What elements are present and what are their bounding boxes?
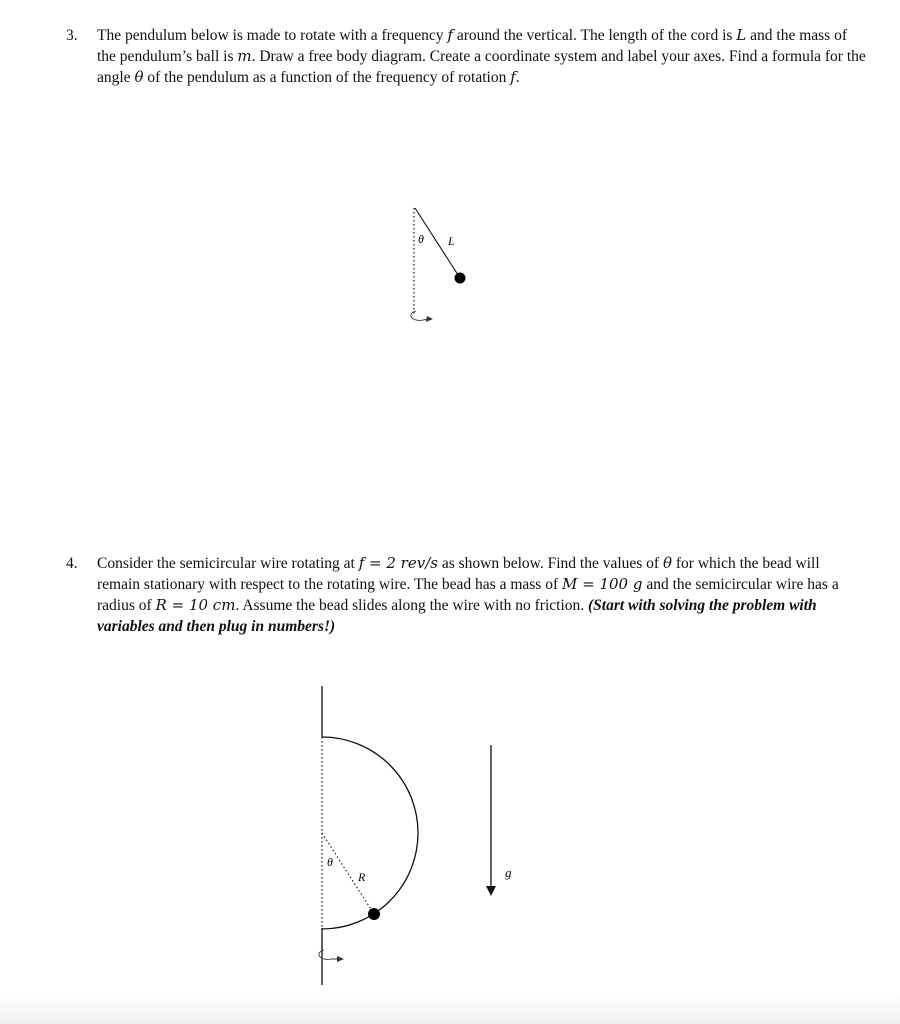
problem-3-number: 3. xyxy=(66,27,78,44)
p4-text-5: . Assume the bead slides along the wire with no friction. xyxy=(235,597,588,614)
p4-text-4: and the semicircular wire has a radius of xyxy=(97,576,839,614)
p4-eq-M: M = 100 g xyxy=(562,575,643,593)
problem-4-number: 4. xyxy=(66,555,78,572)
p3-var-f2: f xyxy=(510,68,516,86)
p3-var-L: L xyxy=(736,26,747,44)
p4-eq-R: R = 10 cm xyxy=(155,596,236,614)
p4-text-1: Consider the semicircular wire rotating at xyxy=(97,555,359,572)
p3-var-m: m xyxy=(237,47,252,65)
p3-text-3: and the mass of the pendulum’s ball is xyxy=(97,27,847,65)
p3-text-2: around the vertical. The length of the cord is xyxy=(452,27,737,44)
page-bottom-shade xyxy=(0,992,900,1024)
radius-line xyxy=(322,833,374,914)
p3-text-5: of the pendulum as a function of the frequency of rotation xyxy=(143,69,511,86)
p4-text-3: for which the bead will remain stationary with respect to the rotating wire. The bead has a mass of xyxy=(97,555,820,593)
p4-var-theta: θ xyxy=(662,554,672,572)
radius-label: R xyxy=(358,870,366,884)
semicircle-theta-label: θ xyxy=(327,855,333,869)
p3-var-theta: θ xyxy=(134,68,144,86)
p3-text-4: . Draw a free body diagram. Create a coordinate system and label your axes. Find a formula for the angle xyxy=(97,48,866,86)
p3-var-f: f xyxy=(447,26,453,44)
semicircular-wire xyxy=(322,737,418,929)
p3-text-1: The pendulum below is made to rotate with a frequency xyxy=(97,27,448,44)
pendulum-theta-label: θ xyxy=(418,232,424,246)
bead xyxy=(368,908,380,920)
gravity-arrowhead xyxy=(486,886,496,896)
p4-hint: (Start with solving the problem with variables and then plug in numbers!) xyxy=(97,597,817,635)
p3-text-6: . xyxy=(515,69,520,86)
p4-eq-f: f = 2 rev/s xyxy=(358,554,438,572)
gravity-label: g xyxy=(505,865,512,880)
semicircle-rotation-arrowhead xyxy=(337,956,344,962)
pendulum-length-label: L xyxy=(448,234,455,248)
p4-text-2: as shown below. Find the values of xyxy=(437,555,663,572)
